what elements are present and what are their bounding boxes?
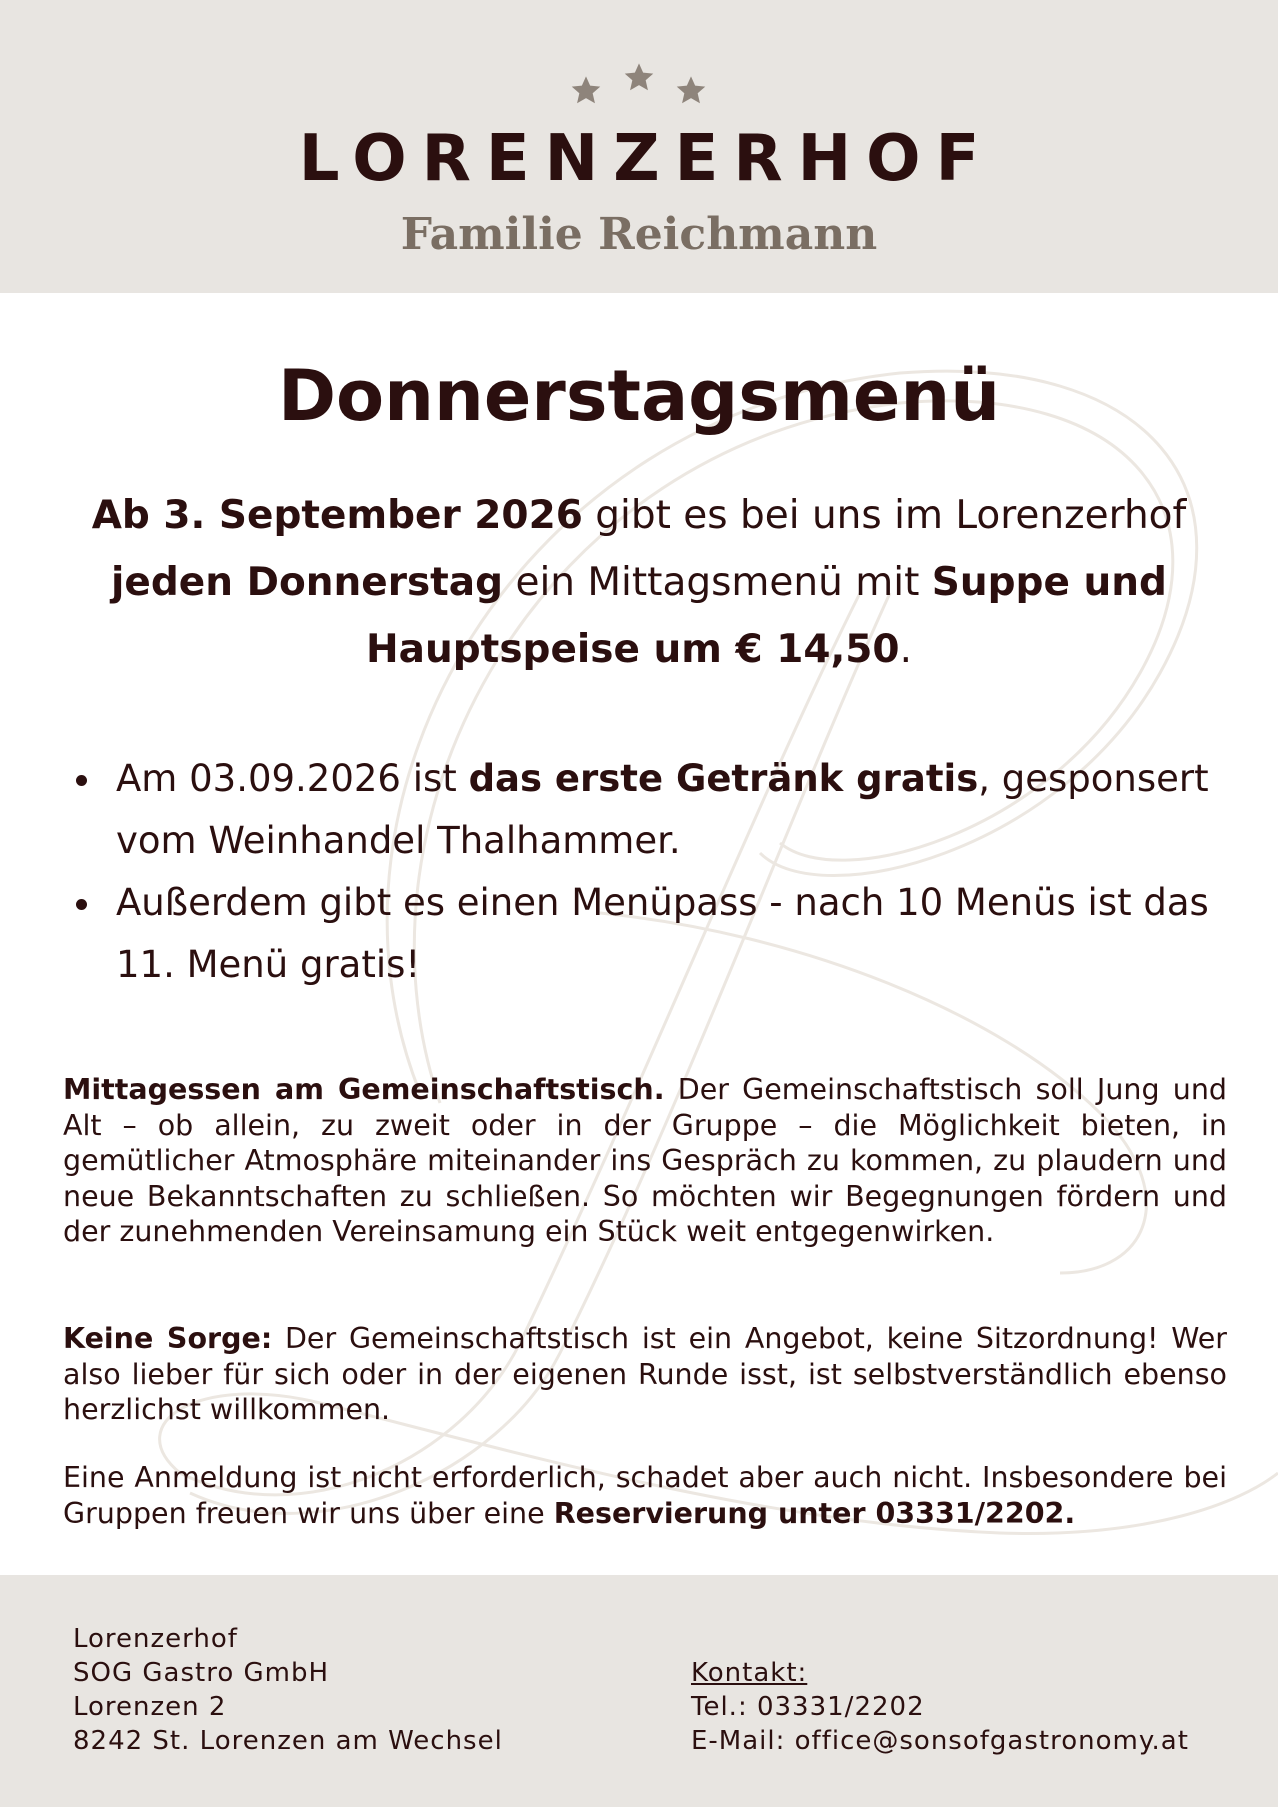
paragraph-heading: Keine Sorge: bbox=[63, 1322, 273, 1355]
lead-text: . bbox=[899, 627, 912, 672]
list-item-text: Außerdem gibt es einen Menüpass - nach 10 Menüs ist das 11. Menü gratis! bbox=[116, 881, 1209, 986]
address-line: SOG Gastro GmbH bbox=[73, 1658, 330, 1688]
reservation-phone: Reservierung unter 03331/2202. bbox=[553, 1496, 1076, 1530]
contact-label: Kontakt: bbox=[691, 1658, 808, 1688]
lead-text: gibt es bei uns im Lorenzerhof bbox=[582, 493, 1187, 538]
list-item bbox=[72, 748, 1262, 872]
paragraph-text: Eine Anmeldung ist nicht erforderlich, schadet aber auch nicht. Insbesondere bei Gruppen freuen wir uns über eine bbox=[63, 1461, 1227, 1530]
lead-date: Ab 3. September 2026 bbox=[91, 493, 583, 538]
no-worries-paragraph bbox=[63, 1321, 1227, 1428]
paragraph-text: Der Gemeinschaftstisch soll Jung und Alt – ob allein, zu zweit oder in der Gruppe – die Möglichkeit bieten, in gemütlicher Atmosphäre miteinander ins Gespräch zu kommen, zu plaudern und neue Bekanntschaften zu schließen. So möchten wir Begegnungen fördern und der zunehmenden Vereinsamung ein Stück weit entgegenwirken. bbox=[63, 1073, 1227, 1248]
brand-subtitle: Familie Reichmann bbox=[400, 209, 878, 260]
address-line: Lorenzen 2 bbox=[73, 1692, 227, 1722]
list-item bbox=[72, 872, 1262, 996]
address-line: Lorenzerhof bbox=[73, 1624, 238, 1654]
stars-rating bbox=[0, 62, 1278, 112]
lead-price: Suppe und Hauptspeise um € 14,50 bbox=[366, 560, 1167, 672]
contact-phone: Tel.: 03331/2202 bbox=[691, 1692, 925, 1722]
star-icon bbox=[623, 62, 655, 94]
address-line: 8242 St. Lorenzen am Wechsel bbox=[73, 1726, 503, 1756]
star-icon bbox=[570, 75, 602, 107]
header bbox=[0, 0, 1278, 293]
lead-day: jeden Donnerstag bbox=[111, 560, 504, 605]
paragraph-text: Der Gemeinschaftstisch ist ein Angebot, keine Sitzordnung! Wer also lieber für sich oder in der eigenen Runde isst, ist selbstverständlich ebenso herzlichst willkommen. bbox=[63, 1322, 1227, 1426]
footer-address bbox=[73, 1622, 503, 1758]
offers-list bbox=[72, 748, 1262, 996]
paragraph-heading: Mittagessen am Gemeinschaftstisch. bbox=[63, 1073, 665, 1106]
lead-text: ein Mittagsmenü mit bbox=[503, 560, 932, 605]
reservation-paragraph bbox=[63, 1460, 1227, 1531]
star-icon bbox=[675, 75, 707, 107]
list-item-highlight: das erste Getränk gratis bbox=[468, 757, 979, 800]
footer-contact bbox=[691, 1656, 1189, 1758]
list-item-text: Am 03.09.2026 ist bbox=[116, 757, 469, 800]
list-item-text: , gesponsert vom Weinhandel Thalhammer. bbox=[116, 757, 1209, 862]
page-title: Donnerstagsmenü bbox=[277, 355, 1001, 437]
contact-email: E-Mail: office@sonsofgastronomy.at bbox=[691, 1726, 1189, 1756]
brand-logo-text: LORENZERHOF bbox=[298, 122, 995, 196]
community-table-paragraph bbox=[63, 1072, 1227, 1250]
lead-paragraph bbox=[30, 482, 1248, 683]
